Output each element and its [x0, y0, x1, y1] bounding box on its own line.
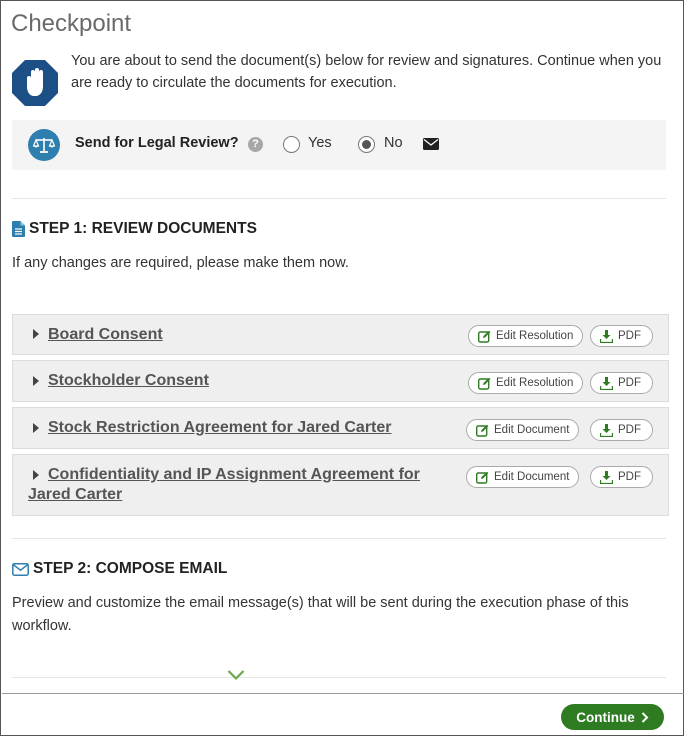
- stop-hand-icon: [11, 59, 59, 107]
- edit-resolution-button[interactable]: [468, 325, 583, 347]
- edit-resolution-button[interactable]: [468, 372, 583, 394]
- edit-icon: [476, 471, 489, 484]
- document-title[interactable]: Confidentiality and IP Assignment Agreement for Jared Carter: [28, 466, 420, 503]
- radio-yes-label[interactable]: Yes: [308, 135, 332, 151]
- edit-document-button[interactable]: [466, 419, 579, 441]
- step2-heading-text: STEP 2: COMPOSE EMAIL: [33, 560, 228, 577]
- step2-description: Preview and customize the email message(s) that will be sent during the execution phase of this workflow.: [12, 595, 629, 634]
- divider: [12, 677, 666, 678]
- edit-button-label: Edit Resolution: [496, 330, 574, 342]
- pdf-button-label: PDF: [618, 377, 641, 389]
- intro-text: You are about to send the document(s) below for review and signatures. Continue when you are ready to circulate the documents for execution.: [71, 53, 662, 91]
- edit-icon: [478, 377, 491, 390]
- continue-button[interactable]: [561, 704, 664, 730]
- step1-heading-text: STEP 1: REVIEW DOCUMENTS: [29, 220, 257, 237]
- radio-no-label[interactable]: No: [384, 135, 403, 151]
- pdf-download-button[interactable]: [590, 372, 653, 394]
- document-title[interactable]: Stock Restriction Agreement for Jared Carter: [48, 419, 392, 436]
- step1-heading: [12, 220, 257, 238]
- step1-description: If any changes are required, please make them now.: [12, 255, 349, 271]
- download-icon: [600, 330, 613, 343]
- divider: [12, 198, 666, 199]
- document-row: [12, 360, 669, 402]
- radio-no[interactable]: [358, 136, 375, 153]
- chevron-down-icon[interactable]: [227, 669, 245, 681]
- edit-icon: [478, 330, 491, 343]
- caret-right-icon[interactable]: [33, 329, 39, 339]
- pdf-button-label: PDF: [618, 471, 641, 483]
- chevron-right-icon: [641, 712, 649, 723]
- document-title[interactable]: Stockholder Consent: [48, 372, 209, 389]
- divider: [12, 538, 666, 539]
- pdf-button-label: PDF: [618, 330, 641, 342]
- pdf-download-button[interactable]: [590, 325, 653, 347]
- document-icon: [12, 221, 25, 237]
- download-icon: [600, 377, 613, 390]
- caret-right-icon[interactable]: [33, 376, 39, 386]
- caret-right-icon[interactable]: [33, 423, 39, 433]
- pdf-download-button[interactable]: [590, 466, 653, 488]
- scale-icon: [28, 129, 60, 161]
- download-icon: [600, 424, 613, 437]
- step2-heading: [12, 560, 227, 578]
- edit-button-label: Edit Resolution: [496, 377, 574, 389]
- document-row: [12, 454, 669, 516]
- legal-review-panel: [12, 120, 666, 170]
- document-title[interactable]: Board Consent: [48, 326, 163, 343]
- edit-button-label: Edit Document: [494, 424, 570, 436]
- legal-review-label: Send for Legal Review?: [75, 135, 239, 151]
- edit-document-button[interactable]: [466, 466, 579, 488]
- continue-label: Continue: [576, 709, 635, 725]
- footer-divider: [2, 693, 684, 694]
- document-row: [12, 314, 669, 355]
- edit-button-label: Edit Document: [494, 471, 570, 483]
- document-row: [12, 407, 669, 449]
- envelope-icon[interactable]: [423, 138, 439, 150]
- help-icon[interactable]: ?: [248, 137, 263, 152]
- pdf-download-button[interactable]: [590, 419, 653, 441]
- page-title: Checkpoint: [11, 10, 132, 37]
- edit-icon: [476, 424, 489, 437]
- pdf-button-label: PDF: [618, 424, 641, 436]
- envelope-icon: [12, 563, 29, 576]
- radio-yes[interactable]: [283, 136, 300, 153]
- download-icon: [600, 471, 613, 484]
